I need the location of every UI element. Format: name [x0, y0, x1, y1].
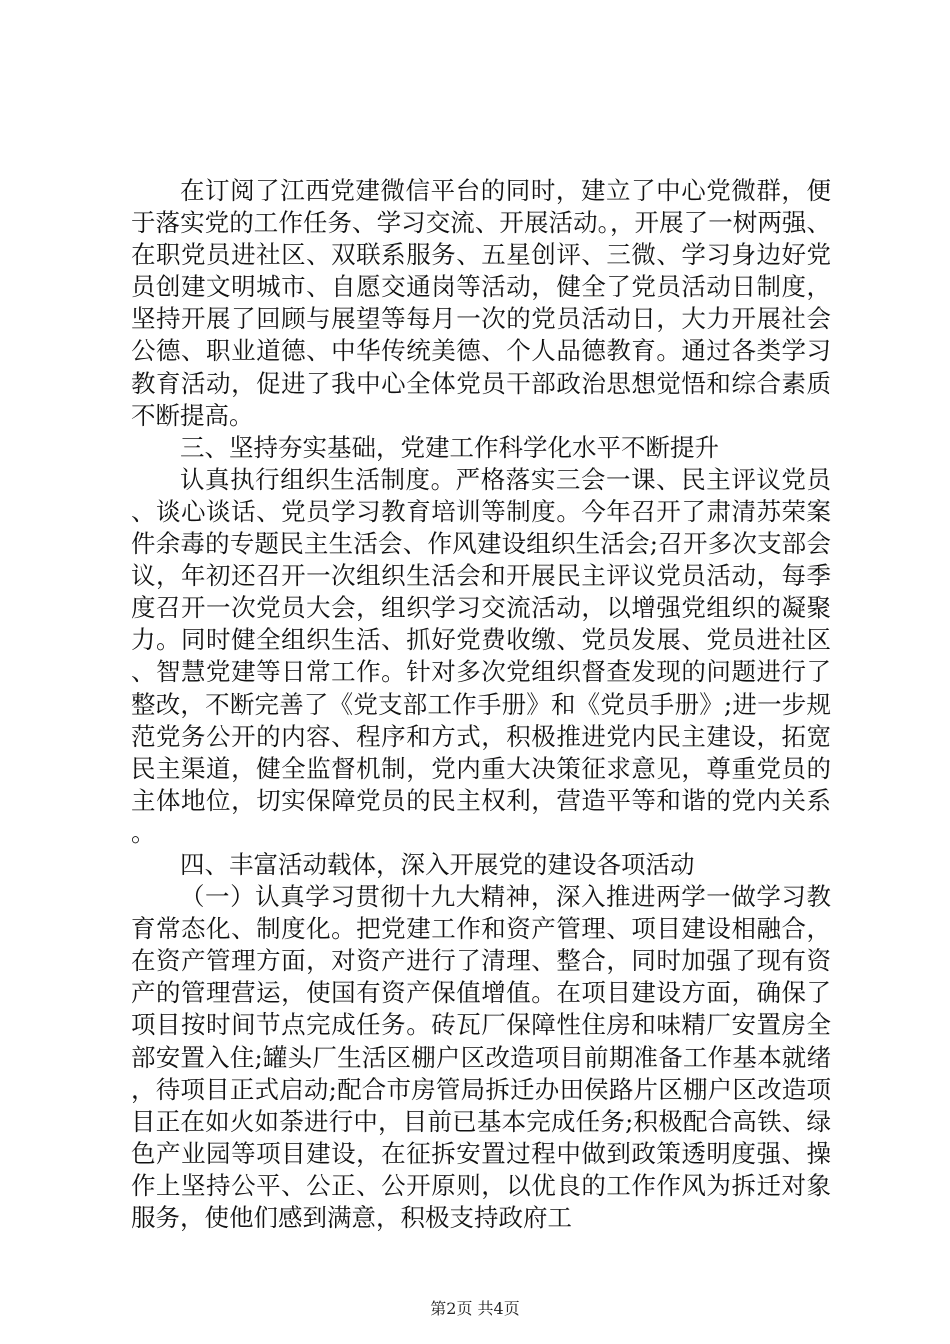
paragraph-organization-life: 认真执行组织生活制度。严格落实三会一课、民主评议党员、谈心谈话、党员学习教育培训等制度。今年召开了肃清苏荣案件余毒的专题民主生活会、作风建设组织生活会;召开多次支部会议，年初还召开一次组织生活会和开展民主评议党员活动，每季度召开一次党员大会，组织学习交流活动，以增强党组织的凝聚力。同时健全组织生活、抓好党费收缴、党员发展、党员进社区、智慧党建等日常工作。针对多次党组织督查发现的问题进行了整改，不断完善了《党支部工作手册》和《党员手册》;进一步规范党务公开的内容、程序和方式，积极推进党内民主建设，拓宽民主渠道，健全监督机制，党内重大决策征求意见，尊重党员的主体地位，切实保障党员的民主权利，营造平等和谐的党内关系。	[131, 464, 831, 847]
section-heading-three: 三、坚持夯实基础，党建工作科学化水平不断提升	[180, 432, 719, 462]
paragraph-activities: 在订阅了江西党建微信平台的同时，建立了中心党微群，便于落实党的工作任务、学习交流、开展活动。，开展了一树两强、在职党员进社区、双联系服务、五星创评、三微、学习身边好党员创建文明城市、自愿交通岗等活动，健全了党员活动日制度，坚持开展了回顾与展望等每月一次的党员活动日，大力开展社会公德、职业道德、中华传统美德、个人品德教育。通过各类学习教育活动，促进了我中心全体党员干部政治思想觉悟和综合素质不断提高。	[131, 176, 831, 430]
section-heading-four: 四、丰富活动载体，深入开展党的建设各项活动	[180, 849, 695, 879]
paragraph-study-nineteenth: （一）认真学习贯彻十九大精神，深入推进两学一做学习教育常态化、制度化。把党建工作和资产管理、项目建设相融合，在资产管理方面，对资产进行了清理、整合，同时加强了现有资产的管理营运，使国有资产保值增值。在项目建设方面，确保了项目按时间节点完成任务。砖瓦厂保障性住房和味精厂安置房全部安置入住;罐头厂生活区棚户区改造项目前期准备工作基本就绪，待项目正式启动;配合市房管局拆迁办田侯路片区棚户区改造项目正在如火如荼进行中，目前已基本完成任务;积极配合高铁、绿色产业园等项目建设，在征拆安置过程中做到政策透明度强、操作上坚持公平、公正、公开原则，以优良的工作作风为拆迁对象服务，使他们感到满意，积极支持政府工	[131, 882, 831, 1232]
document-body	[131, 175, 831, 1234]
page-number-footer: 第2页 共4页	[430, 1299, 520, 1318]
